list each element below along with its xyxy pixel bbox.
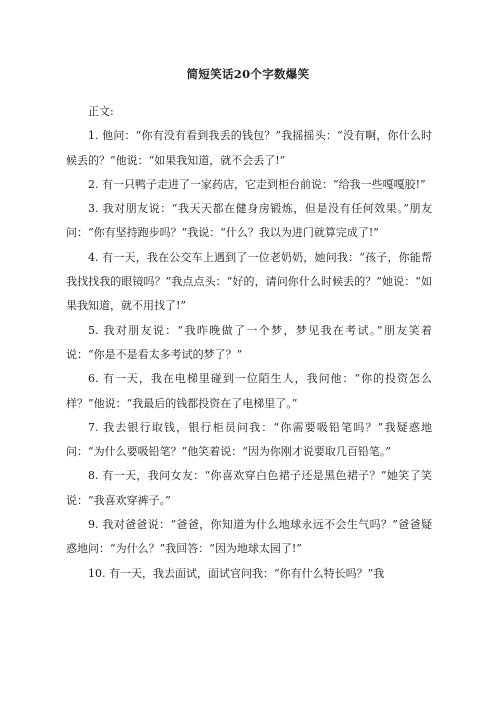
joke-paragraph: 3. 我对朋友说：“我天天都在健身房锻炼，但是没有任何效果。”朋友问：“你有坚持跑步吗？”我说：“什么？我以为进门就算完成了!” [66,202,432,240]
joke-paragraph: 10. 有一天，我去面试，面试官问我：“你有什么特长吗？”我 [88,566,385,580]
joke-paragraph: 2. 有一只鸭子走进了一家药店，它走到柜台前说：“给我一些嘎嘎胶!” [88,177,426,191]
joke-paragraph: 8. 有一天，我问女友：“你喜欢穿白色裙子还是黑色裙子？”她笑了笑说：“我喜欢穿裤子。” [66,469,432,507]
joke-paragraph: 4. 有一天，我在公交车上遇到了一位老奶奶，她问我：“孩子，你能帮我找找我的眼镜吗？”我点点头：“好的，请问你什么时候丢的？”她说：“如果我知道，就不用找了!” [66,250,432,313]
document-title: 简短笑话20个字数爆笑 [186,67,310,81]
document-body [66,100,432,586]
joke-paragraph: 9. 我对爸爸说：“爸爸，你知道为什么地球永远不会生气吗？”爸爸疑惑地问：“为什么？”我回答：“因为地球太园了!” [66,518,432,556]
section-label: 正文: [88,105,114,118]
joke-paragraph: 6. 有一天，我在电梯里碰到一位陌生人，我问他：“你的投资怎么样？”他说：“我最后的钱都投资在了电梯里了。” [66,372,432,410]
joke-paragraph: 7. 我去银行取钱，银行柜员问我：“你需要吸铅笔吗？”我疑惑地问：“为什么要吸铅笔？”他笑着说：“因为你刚才说要取几百铅笔。” [66,420,432,459]
joke-paragraph: 1. 他问：“你有没有看到我丢的钱包？”我摇摇头：“没有啊，你什么时候丢的？”他说：“如果我知道，就不会丢了!” [66,129,432,167]
joke-paragraph: 5. 我对朋友说：“我昨晚做了一个梦，梦见我在考试。”朋友笑着说：“你是不是看太多考试的梦了？” [66,323,432,361]
